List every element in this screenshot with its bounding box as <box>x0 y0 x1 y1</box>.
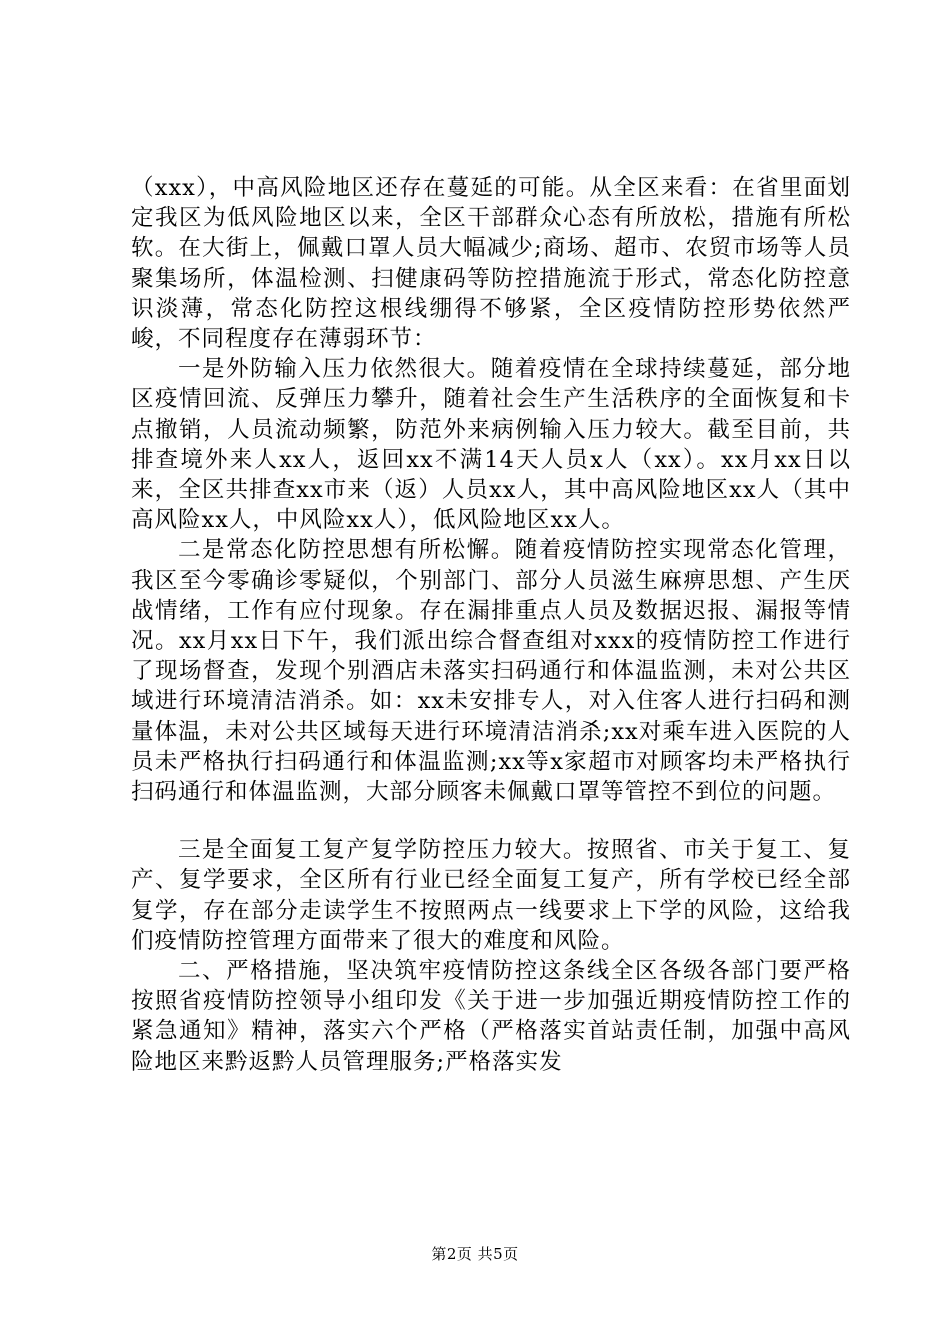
paragraph-resumption: 三是全面复工复产复学防控压力较大。按照省、市关于复工、复产、复学要求，全区所有行业已经全面复工复产，所有学校已经全部复学，存在部分走读学生不按照两点一线要求上下学的风险，这给我们疫情防控管理方面带来了很大的难度和风险。 <box>131 837 851 954</box>
paragraph-risk-overview: （xxx），中高风险地区还存在蔓延的可能。从全区来看：在省里面划定我区为低风险地区以来，全区干部群众心态有所放松，措施有所松软。在大街上，佩戴口罩人员大幅减少;商场、超市、农贸市场等人员聚集场所，体温检测、扫健康码等防控措施流于形式，常态化防控意识淡薄，常态化防控这根线绷得不够紧，全区疫情防控形势依然严峻，不同程度存在薄弱环节： <box>131 175 851 353</box>
page-number-footer: 第2页 共5页 <box>431 1245 519 1263</box>
paragraph-strict-measures: 二、严格措施，坚决筑牢疫情防控这条线全区各级各部门要严格按照省疫情防控领导小组印发《关于进一步加强近期疫情防控工作的紧急通知》精神，落实六个严格（严格落实首站责任制，加强中高风险地区来黔返黔人员管理服务;严格落实发 <box>131 958 851 1075</box>
document-body <box>131 173 851 1077</box>
paragraph-gap <box>131 807 851 835</box>
paragraph-normalized-prevention: 二是常态化防控思想有所松懈。随着疫情防控实现常态化管理，我区至今零确诊零疑似，个别部门、部分人员滋生麻痹思想、产生厌战情绪，工作有应付现象。存在漏排重点人员及数据迟报、漏报等情况。xx月xx日下午，我们派出综合督查组对xxx的疫情防控工作进行了现场督查，发现个别酒店未落实扫码通行和体温监测，未对公共区域进行环境清洁消杀。如：xx未安排专人，对入住客人进行扫码和测量体温，未对公共区域每天进行环境清洁消杀;xx对乘车进入医院的人员未严格执行扫码通行和体温监测;xx等x家超市对顾客均未严格执行扫码通行和体温监测，大部分顾客未佩戴口罩等管控不到位的问题。 <box>131 537 851 806</box>
paragraph-external-input: 一是外防输入压力依然很大。随着疫情在全球持续蔓延，部分地区疫情回流、反弹压力攀升，随着社会生产生活秩序的全面恢复和卡点撤销，人员流动频繁，防范外来病例输入压力较大。截至目前，共排查境外来人xx人，返回xx不满14天人员x人（xx）。xx月xx日以来，全区共排查xx市来（返）人员xx人，其中高风险地区xx人（其中高风险xx人，中风险xx人），低风险地区xx人。 <box>131 356 851 534</box>
